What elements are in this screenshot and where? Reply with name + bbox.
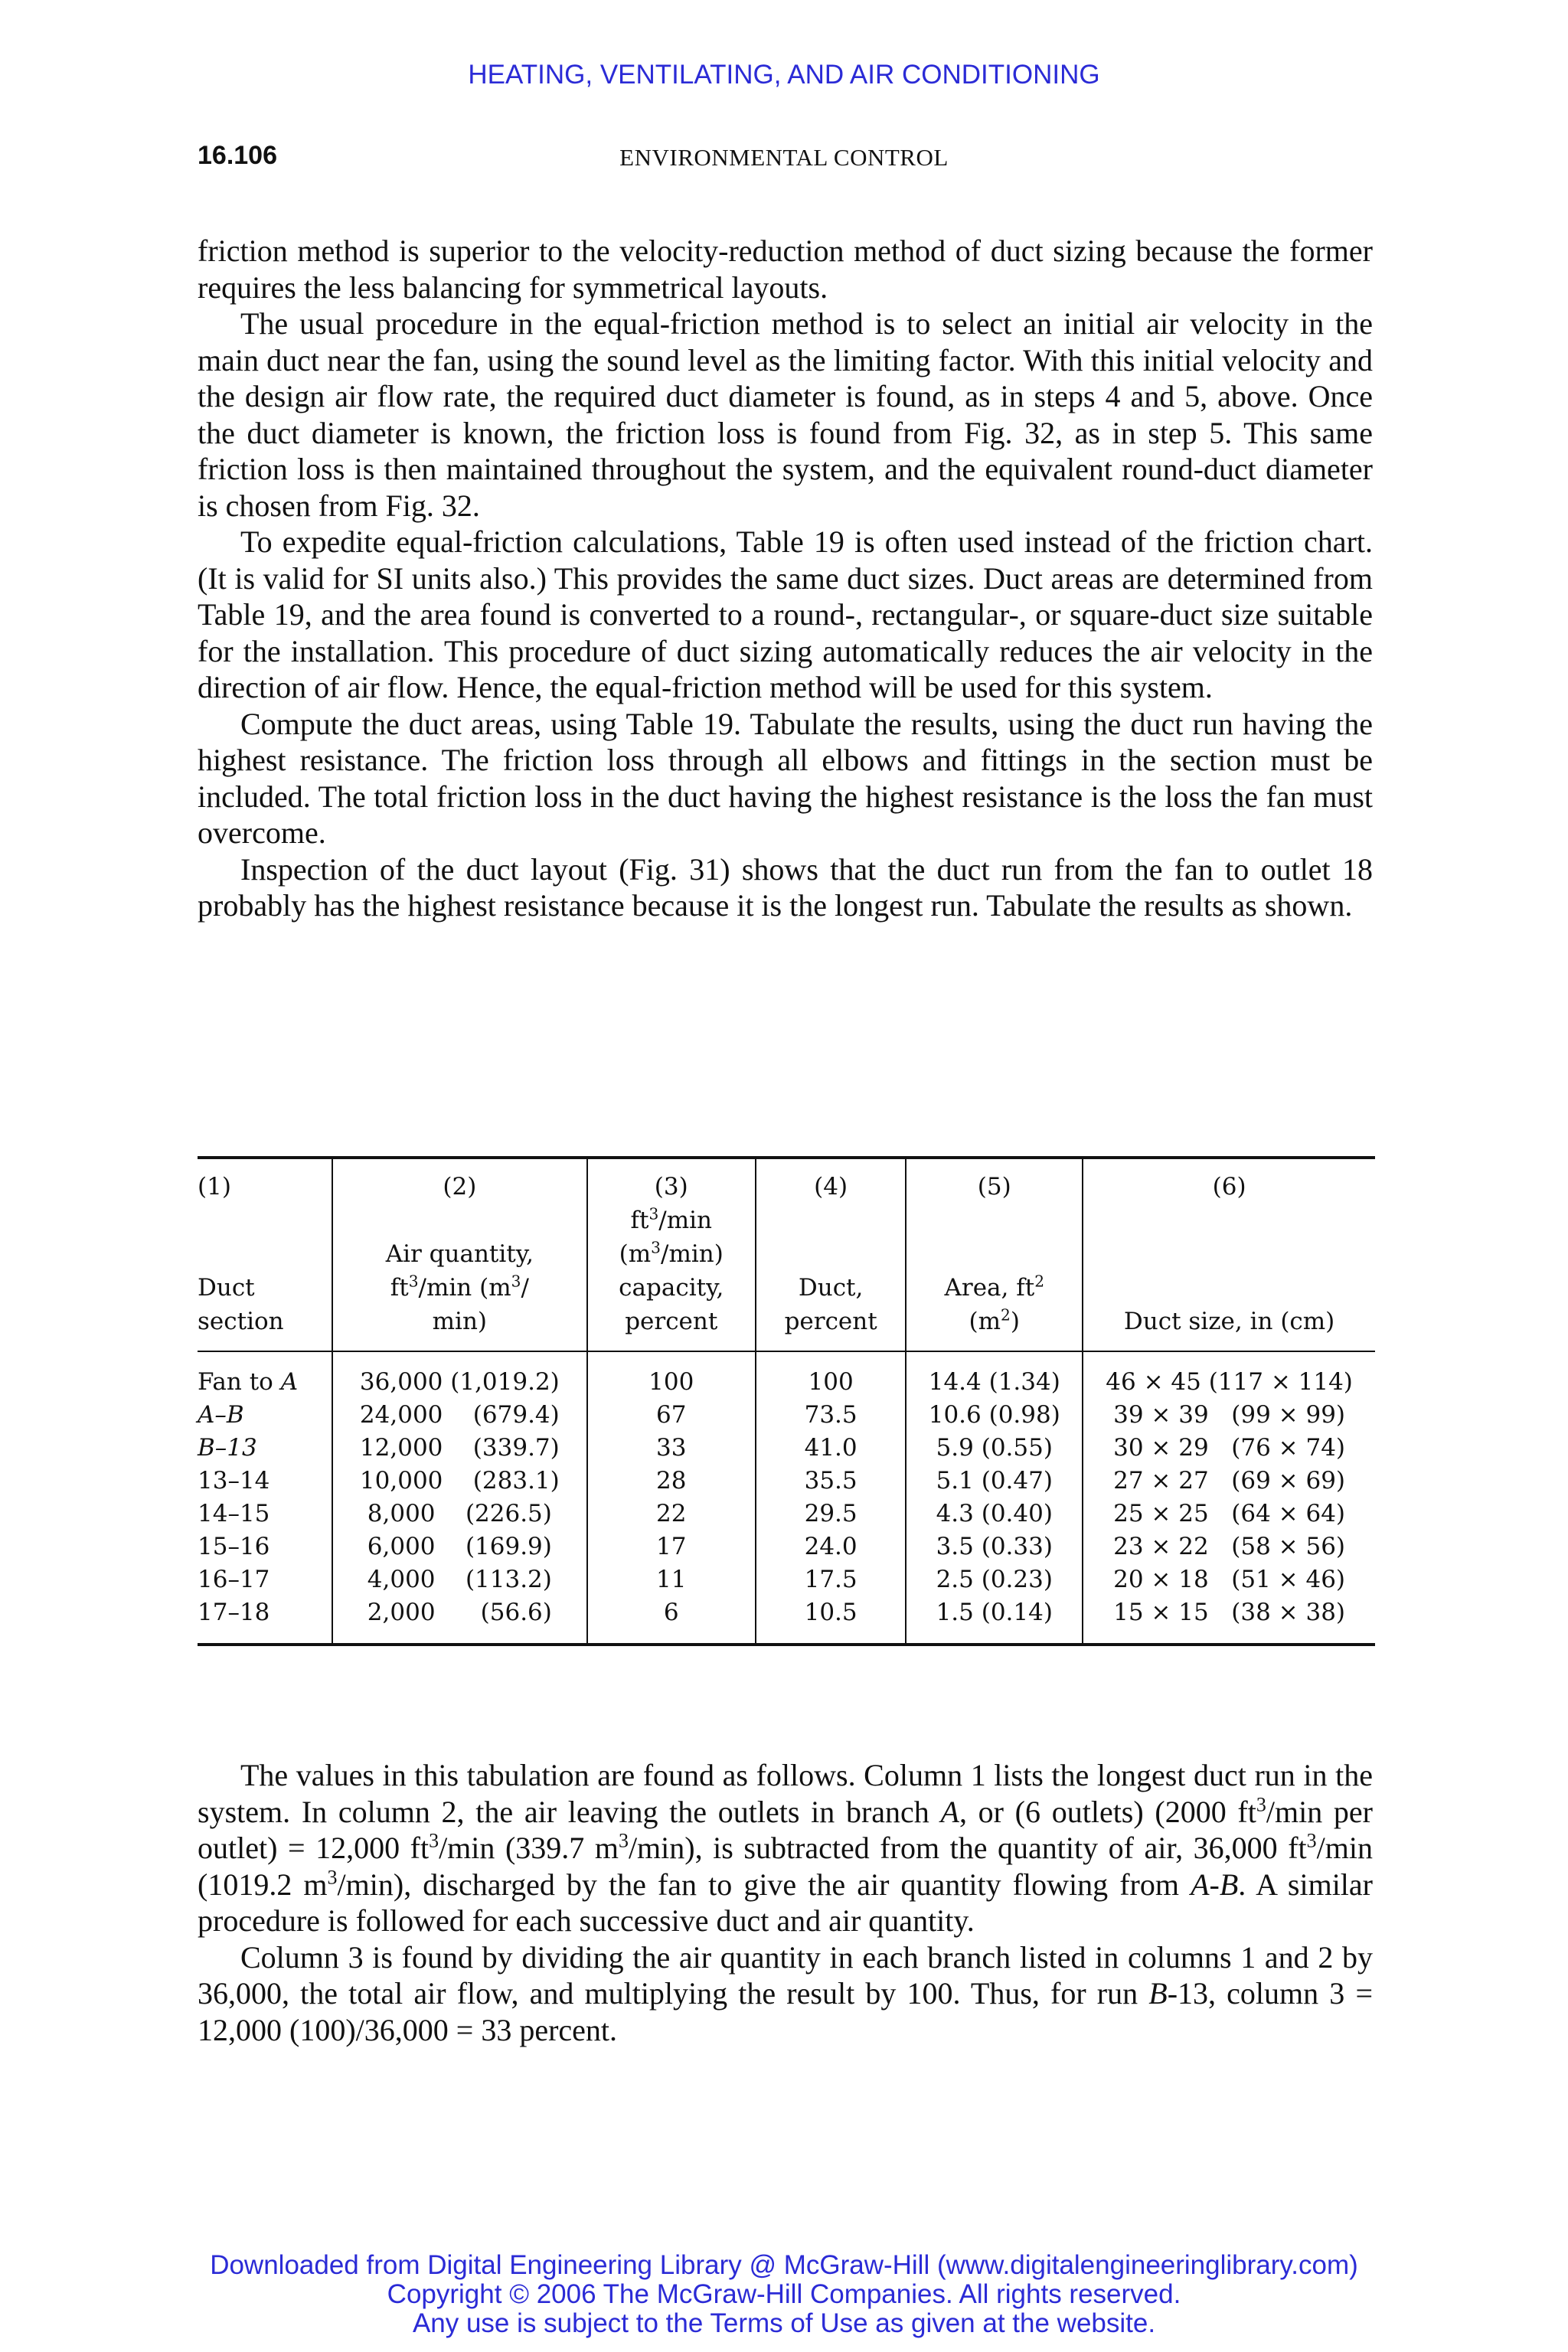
paragraph: To expedite equal-friction calculations, Table 19 is often used instead of the friction chart. (It is valid for SI units also.) This provides the same duct sizes. Duct areas are determined from Table 19, and the area found is converted to a round-, rectangular-, or square-duct size suitable for the installation. This procedure of duct sizing automatically reduces the air velocity in the direction of air flow. Hence, the equal-friction method will be used for this system. — [198, 524, 1373, 704]
col-label: $ft^3/\min$ — [630, 1204, 712, 1234]
table-cell: 29.5 — [756, 1498, 906, 1530]
table-cell: 11 — [587, 1563, 756, 1596]
footer — [0, 2251, 1568, 2338]
col-number: (3) — [654, 1173, 688, 1200]
col-header-1 — [198, 1159, 332, 1351]
table-row — [198, 1399, 1375, 1432]
page-number: 16.106 — [198, 141, 277, 170]
section-letter: A–B — [198, 1401, 244, 1429]
table-cell: 10.6 (0.98) — [906, 1399, 1083, 1432]
table-cell: 35.5 — [756, 1465, 906, 1498]
table-cell — [198, 1530, 332, 1563]
book-banner[interactable]: HEATING, VENTILATING, AND AIR CONDITIONING — [468, 60, 1100, 90]
table-cell — [198, 1465, 332, 1498]
table-cell: 8,000 (226.5) — [332, 1498, 587, 1530]
table-cell: 2.5 (0.23) — [906, 1563, 1083, 1596]
paragraph: The values in this tabulation are found as follows. Column 1 lists the longest duct run in the system. In column 2, the air leaving the outlets in branch A, or (6 outlets) (2000 $ft^3/\min$ per outlet) = 12,000 $ft^3/\min$ (339.7 $m^3/\min$), is subtracted from the quantity of air, 36,000 $ft^3/\min$ (1019.2 $m^3/\min$), discharged by the fan to give the air quantity flowing from A-B. A similar procedure is followed for each successive duct and air quantity. — [198, 1758, 1374, 1938]
col-label: Duct, — [798, 1274, 864, 1302]
table-cell: 4,000 (113.2) — [332, 1563, 587, 1596]
col-number: (4) — [814, 1173, 848, 1200]
table-row — [198, 1432, 1375, 1465]
table-row — [198, 1563, 1375, 1596]
table-cell: 20 × 18 (51 × 46) — [1083, 1563, 1375, 1596]
col-header-2 — [332, 1159, 587, 1351]
table-cell: 10,000 (283.1) — [332, 1465, 587, 1498]
col-label: percent — [625, 1308, 718, 1335]
table-cell — [198, 1596, 332, 1643]
table-cell: 28 — [587, 1465, 756, 1498]
col-label: $(m^3/\min)$ — [619, 1238, 724, 1268]
table-cell: 17.5 — [756, 1563, 906, 1596]
table-cell — [198, 1498, 332, 1530]
table-cell: 12,000 (339.7) — [332, 1432, 587, 1465]
table-cell: 39 × 39 (99 × 99) — [1083, 1399, 1375, 1432]
table-cell: 17 — [587, 1530, 756, 1563]
table-cell: 14.4 (1.34) — [906, 1351, 1083, 1399]
col-label: percent — [784, 1308, 877, 1335]
table-cell: 15 × 15 (38 × 38) — [1083, 1596, 1375, 1643]
table-cell: 4.3 (0.40) — [906, 1498, 1083, 1530]
table-cell: 27 × 27 (69 × 69) — [1083, 1465, 1375, 1498]
table-cell: 41.0 — [756, 1432, 906, 1465]
body-text-top — [198, 233, 1373, 924]
body-text-bottom — [198, 1757, 1373, 2048]
section-text: 17–18 — [198, 1599, 270, 1626]
col-label: $ft^3/\min$ ($m^3/$ — [390, 1272, 529, 1302]
col-number: (1) — [198, 1173, 231, 1200]
table-cell: 67 — [587, 1399, 756, 1432]
paragraph: The usual procedure in the equal-friction method is to select an initial air velocity in the main duct near the fan, using the sound level as the limiting factor. With this initial velocity and the design air flow rate, the required duct diameter is found, as in steps 4 and 5, above. Once the duct diameter is known, the friction loss is found from Fig. 32, as in step 5. This same friction loss is then maintained throughout the system, and the equivalent round-duct diameter is chosen from Fig. 32. — [198, 306, 1373, 523]
running-head: ENVIRONMENTAL CONTROL — [619, 144, 949, 171]
duct-sizing-table — [198, 1156, 1375, 1646]
col-number: (2) — [443, 1173, 477, 1200]
col-number: (5) — [977, 1173, 1011, 1200]
table-cell: 24,000 (679.4) — [332, 1399, 587, 1432]
section-text: 13–14 — [198, 1467, 270, 1494]
section-text: Fan to — [198, 1368, 281, 1396]
col-label: Air quantity, — [385, 1240, 534, 1268]
col-label: section — [198, 1308, 284, 1335]
table-cell: 25 × 25 (64 × 64) — [1083, 1498, 1375, 1530]
table-cell: 33 — [587, 1432, 756, 1465]
col-label: $(m^2)$ — [969, 1305, 1020, 1335]
table-cell: 5.1 (0.47) — [906, 1465, 1083, 1498]
table-row — [198, 1498, 1375, 1530]
footer-download-link[interactable]: Downloaded from Digital Engineering Library @ McGraw-Hill (www.digitalengineeringlibrary.com) — [210, 2250, 1358, 2280]
table-cell — [198, 1351, 332, 1399]
table-header-row — [198, 1159, 1375, 1351]
footer-copyright: Copyright © 2006 The McGraw-Hill Companies. All rights reserved. — [387, 2279, 1181, 2309]
section-letter: A — [280, 1368, 299, 1396]
col-header-4 — [756, 1159, 906, 1351]
col-label: Area, $ft^2$ — [944, 1272, 1045, 1302]
col-number: (6) — [1212, 1173, 1246, 1200]
table-cell: 100 — [756, 1351, 906, 1399]
table-cell: 24.0 — [756, 1530, 906, 1563]
table-cell: 73.5 — [756, 1399, 906, 1432]
section-letter: B–13 — [198, 1434, 257, 1462]
section-text: 14–15 — [198, 1500, 270, 1527]
col-header-3 — [587, 1159, 756, 1351]
col-header-6 — [1083, 1159, 1375, 1351]
table-cell: 10.5 — [756, 1596, 906, 1643]
paragraph: Compute the duct areas, using Table 19. Tabulate the results, using the duct run having the highest resistance. The friction loss through all elbows and fittings in the section must be included. The total friction loss in the duct having the highest resistance is the loss the fan must overcome. — [198, 706, 1373, 850]
table-cell: 3.5 (0.33) — [906, 1530, 1083, 1563]
table-cell: 36,000 (1,019.2) — [332, 1351, 587, 1399]
table-cell: 30 × 29 (76 × 74) — [1083, 1432, 1375, 1465]
col-label: Duct size, in (cm) — [1123, 1308, 1335, 1335]
table-cell — [198, 1399, 332, 1432]
table-cell: 100 — [587, 1351, 756, 1399]
table-cell: 46 × 45 (117 × 114) — [1083, 1351, 1375, 1399]
table-cell: 22 — [587, 1498, 756, 1530]
table-cell: 5.9 (0.55) — [906, 1432, 1083, 1465]
table-row — [198, 1530, 1375, 1563]
section-text: 15–16 — [198, 1533, 270, 1560]
table-cell: 1.5 (0.14) — [906, 1596, 1083, 1643]
paragraph: Inspection of the duct layout (Fig. 31) shows that the duct run from the fan to outlet 18 probably has the highest resistance because it is the longest run. Tabulate the results as shown. — [198, 851, 1373, 923]
paragraph: friction method is superior to the velocity-reduction method of duct sizing because the former requires the less balancing for symmetrical layouts. — [198, 234, 1373, 305]
table-cell: 23 × 22 (58 × 56) — [1083, 1530, 1375, 1563]
col-label: min) — [432, 1308, 488, 1335]
paragraph: Column 3 is found by dividing the air quantity in each branch listed in columns 1 and 2 by 36,000, the total air flow, and multiplying the result by 100. Thus, for run B-13, column 3 = 12,000 (100)/36,000 = 33 percent. — [198, 1939, 1374, 2047]
table-row — [198, 1351, 1375, 1399]
col-label: capacity, — [619, 1274, 724, 1302]
section-text: 16–17 — [198, 1566, 270, 1593]
table-cell: 6 — [587, 1596, 756, 1643]
table-row — [198, 1465, 1375, 1498]
footer-terms: Any use is subject to the Terms of Use as given at the website. — [412, 2308, 1156, 2338]
table-row — [198, 1596, 1375, 1643]
table-cell: 6,000 (169.9) — [332, 1530, 587, 1563]
table-cell — [198, 1563, 332, 1596]
col-header-5 — [906, 1159, 1083, 1351]
col-label: Duct — [198, 1274, 255, 1302]
table-cell — [198, 1432, 332, 1465]
table-cell: 2,000 (56.6) — [332, 1596, 587, 1643]
